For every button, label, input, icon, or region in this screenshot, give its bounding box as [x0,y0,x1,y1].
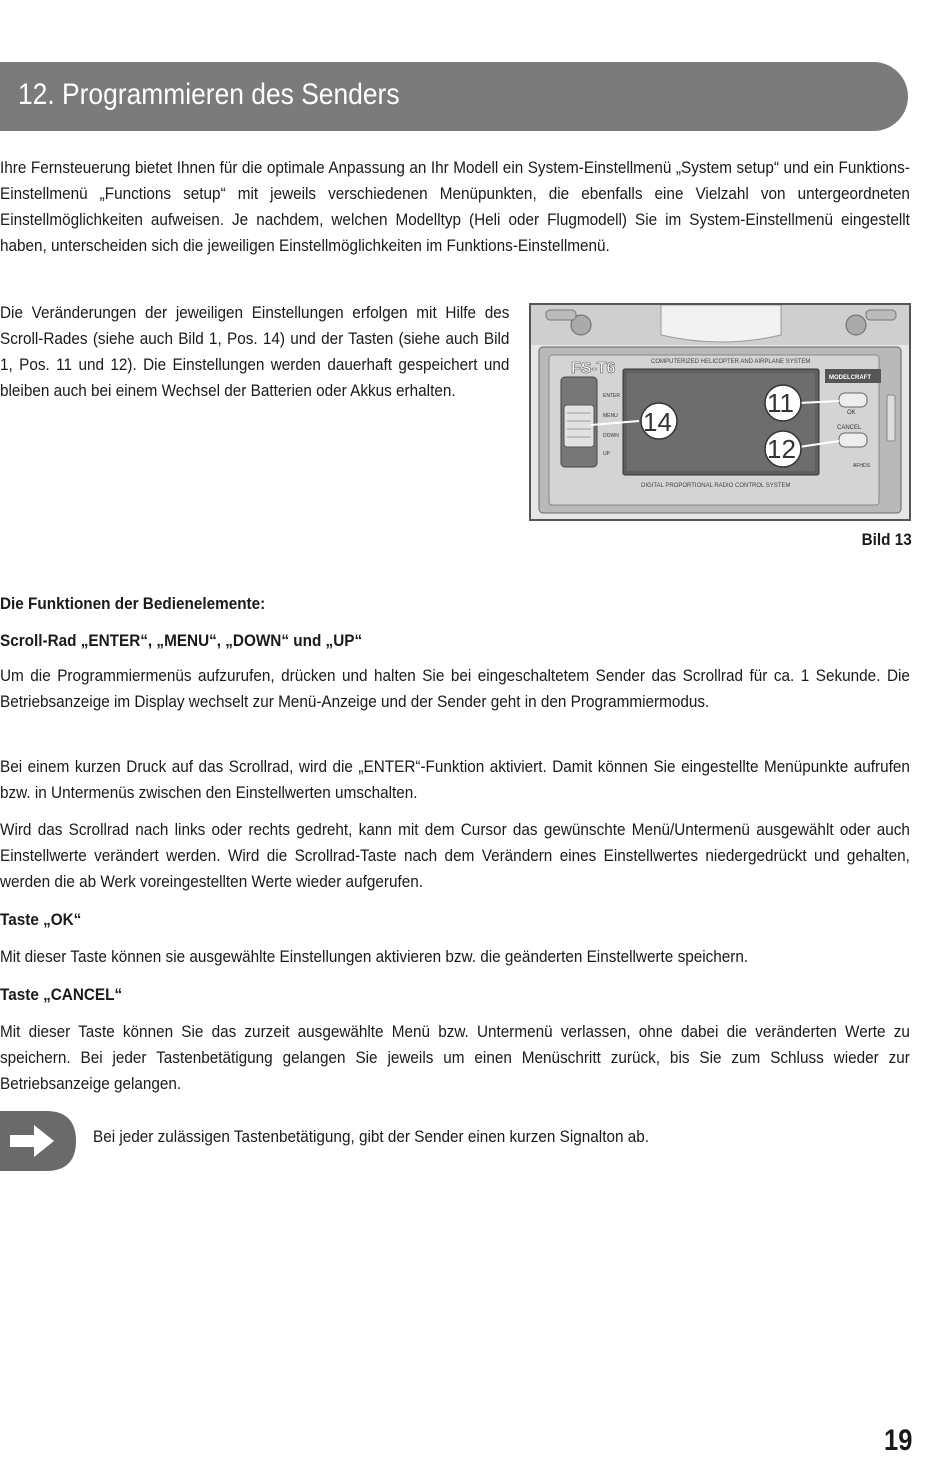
section-title: 12. Programmieren des Senders [18,78,400,111]
scroll-wheel [564,405,594,447]
intro-paragraph: Ihre Fernsteuerung bietet Ihnen für die optimale Anpassung an Ihr Modell ein System-Einstellmenü „System setup“ und ein Funktions-Einstellmenü „Functions setup“ mit jeweils verschiedenen Menüpunkten, die ebenfalls eine Vielzahl von untergeordneten Einstellmöglichkeiten aufweisen. Je nachdem, welchen Modelltyp (Heli oder Flugmodell) Sie im System-Einstellmenü eingestellt haben, unterscheiden sich die jeweiligen Einstellmöglichkeiten im Funktions-Einstellmenü. [0,158,910,255]
ok-key [839,393,867,407]
callout-11-label: 11 [767,388,794,418]
section-header-bar [0,62,908,131]
settings-paragraph: Die Veränderungen der jeweiligen Einstellungen erfolgen mit Hilfe des Scroll-Rades (siehe auch Bild 1, Pos. 14) und der Tasten (siehe auch Bild 1, Pos. 11 und 12). Die Einstellungen werden dauerhaft gespeichert und bleiben auch bei einem Wechsel der Batterien oder Akkus erhalten. [0,303,510,400]
cancel-key-label: CANCEL [837,425,862,431]
callout-14-label: 14 [643,407,672,437]
transmitter-illustration [531,305,909,519]
callout-12-label: 12 [767,434,796,464]
cancel-key [839,433,867,447]
ok-key-paragraph: Mit dieser Taste können sie ausgewählte Einstellungen aktivieren bzw. die geänderten Einstellwerte speichern. [0,947,749,966]
up-label: UP [603,451,610,457]
scroll-paragraph-2: Bei einem kurzen Druck auf das Scrollrad, wird die „ENTER“-Funktion aktiviert. Damit können Sie eingestellte Menüpunkte aufrufen bzw. in Untermenüs zwischen den Einstellwerten umschalten. [0,757,910,802]
figure-bottom-text: DIGITAL PROPORTIONAL RADIO CONTROL SYSTEM [641,483,791,489]
ok-key-label: OK [847,410,856,416]
transmitter-figure [529,303,911,521]
brand-logo: MODELCRAFT [829,375,871,381]
menu-label: MENU [603,413,618,419]
scroll-paragraph-3: Wird das Scrollrad nach links oder rechts gedreht, kann mit dem Cursor das gewünschte Menü/Untermenü ausgewählt oder auch Einstellwerte verändert werden. Wird die Scrollrad-Taste nach dem Verändern eines Einstellwertes niedergedrückt und gehalten, werden die ab Werk voreingestellten Werte wieder aufgerufen. [0,820,910,891]
functions-heading: Die Funktionen der Bedienelemente: [0,594,266,613]
ok-key-heading: Taste „OK“ [0,910,82,929]
scroll-wheel-heading: Scroll-Rad „ENTER“, „MENU“, „DOWN“ und „UP“ [0,631,363,650]
afhds-label: AFHDS [853,463,870,469]
scroll-paragraph-1: Um die Programmiermenüs aufzurufen, drücken und halten Sie bei eingeschaltetem Sender das Scrollrad für ca. 1 Sekunde. Die Betriebsanzeige im Display wechselt zur Menü-Anzeige und der Sender geht in den Programmiermodus. [0,666,910,711]
figure-caption: Bild 13 [861,530,912,549]
figure-top-text: COMPUTERIZED HELICOPTER AND AIRPLANE SYSTEM [651,359,811,365]
figure-model-label: FS-T6 [571,360,616,377]
enter-label: ENTER [603,393,620,399]
cancel-key-paragraph: Mit dieser Taste können Sie das zurzeit ausgewählte Menü bzw. Untermenü verlassen, ohne dabei die veränderten Werte zu speichern. Bei jeder Tastenbetätigung gelangen Sie jeweils um einen Menüschritt zurück, bis Sie zum Schluss wieder zur Betriebsanzeige gelangen. [0,1022,910,1093]
down-label: DOWN [603,433,619,439]
arrow-right-icon [0,1111,76,1171]
tip-note: Bei jeder zulässigen Tastenbetätigung, gibt der Sender einen kurzen Signalton ab. [93,1127,650,1146]
cancel-key-heading: Taste „CANCEL“ [0,985,123,1004]
page-number: 19 [883,1424,912,1457]
